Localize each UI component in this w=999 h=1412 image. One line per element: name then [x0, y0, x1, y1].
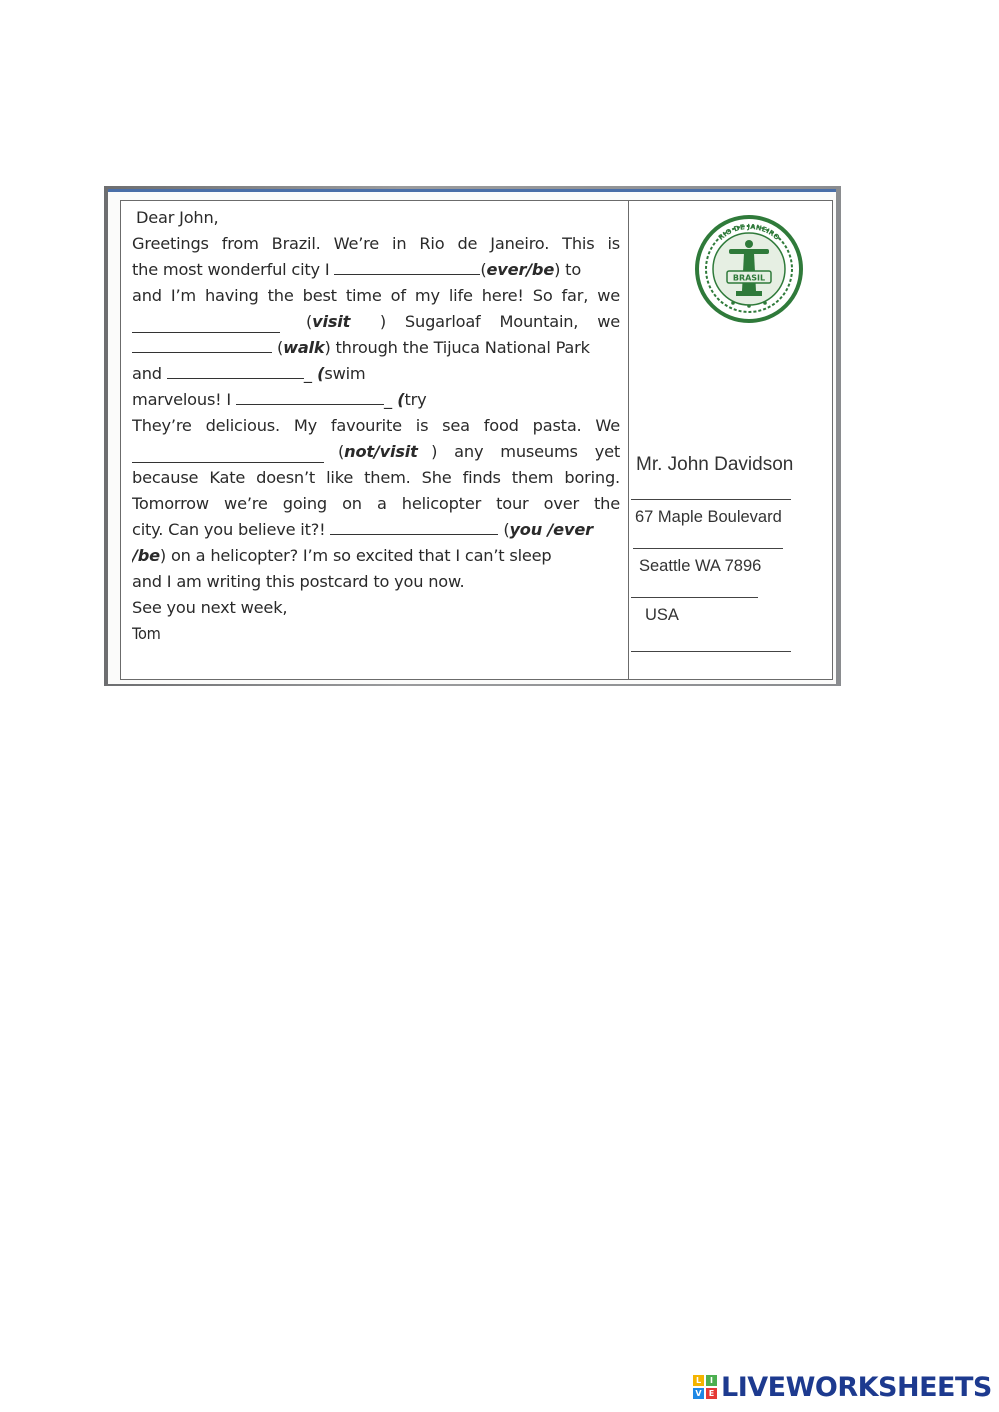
- address-rule-2: [633, 548, 783, 549]
- logo-tile-i: I: [706, 1375, 717, 1386]
- signature: Tom: [132, 624, 161, 643]
- closing: See you next week,: [132, 598, 288, 617]
- message-line-12: city. Can you believe it?! (you /ever: [132, 520, 593, 539]
- answer-blank-ever-be[interactable]: [334, 260, 480, 275]
- logo-tiles-icon: [693, 1375, 717, 1399]
- message-line-7: marvelous! I _ (try: [132, 390, 427, 409]
- hint-be: /be: [132, 546, 160, 565]
- logo-tile-v: V: [693, 1388, 704, 1399]
- liveworksheets-logo[interactable]: [693, 1372, 992, 1402]
- message-line-13: /be) on a helicopter? I’m so excited that I can’t sleep: [132, 546, 552, 565]
- answer-blank-you-ever-be[interactable]: [330, 520, 498, 535]
- answer-blank-try[interactable]: [236, 390, 384, 405]
- address-rule-3: [631, 597, 758, 598]
- hint-visit: visit: [312, 312, 351, 331]
- address-country: USA: [645, 606, 679, 624]
- logo-tile-e: E: [706, 1388, 717, 1399]
- hint-swim: (: [311, 364, 325, 383]
- greeting: Dear John,: [136, 208, 219, 227]
- answer-blank-swim[interactable]: [167, 364, 304, 379]
- message-line-9: ( not/visit ) any museums yet: [132, 439, 620, 465]
- answer-blank-visit[interactable]: [132, 318, 280, 333]
- postage-stamp-icon: [689, 213, 809, 325]
- hint-try: (: [391, 390, 405, 409]
- hint-you-ever-be: you /ever: [509, 520, 593, 539]
- postcard: [108, 189, 836, 684]
- address-street: 67 Maple Boulevard: [635, 508, 782, 526]
- postcard-border: [120, 200, 833, 680]
- address-name: Mr. John Davidson: [636, 454, 794, 475]
- message-line-6: and _ (swim: [132, 364, 366, 383]
- message-line-10: because Kate doesn’t like them. She finds them boring.: [132, 468, 620, 487]
- stamp-banner: BRASIL: [732, 273, 766, 283]
- message-line-3: and I’m having the best time of my life here! So far, we: [132, 286, 620, 305]
- message-line-2: the most wonderful city I (ever/be) to: [132, 260, 582, 279]
- message-line-11: Tomorrow we’re going on a helicopter tour over the: [132, 494, 620, 513]
- message-line-8: They’re delicious. My favourite is sea food pasta. We: [132, 416, 620, 435]
- address-rule-1: [631, 499, 791, 500]
- message-line-4: ( visit ) Sugarloaf Mountain, we: [132, 309, 620, 335]
- hint-ever-be: ever/be: [486, 260, 555, 279]
- hint-not-visit: not/visit: [344, 442, 418, 461]
- address-rule-4: [631, 651, 791, 652]
- postcard-divider: [628, 201, 629, 679]
- message-line-1: Greetings from Brazil. We’re in Rio de Janeiro. This is: [132, 234, 620, 253]
- logo-tile-l: L: [693, 1375, 704, 1386]
- message-line-5: (walk) through the Tijuca National Park: [132, 335, 620, 361]
- stamp-ring-text: RIO DE JANEIRO: [716, 222, 781, 242]
- address-city: Seattle WA 7896: [639, 557, 762, 575]
- logo-brand-text: LIVEWORKSHEETS: [721, 1371, 992, 1403]
- hint-walk: walk: [283, 338, 325, 357]
- answer-blank-walk[interactable]: [132, 338, 272, 353]
- message-line-14: and I am writing this postcard to you now.: [132, 572, 465, 591]
- answer-blank-not-visit[interactable]: [132, 448, 324, 463]
- postcard-message: [132, 205, 620, 647]
